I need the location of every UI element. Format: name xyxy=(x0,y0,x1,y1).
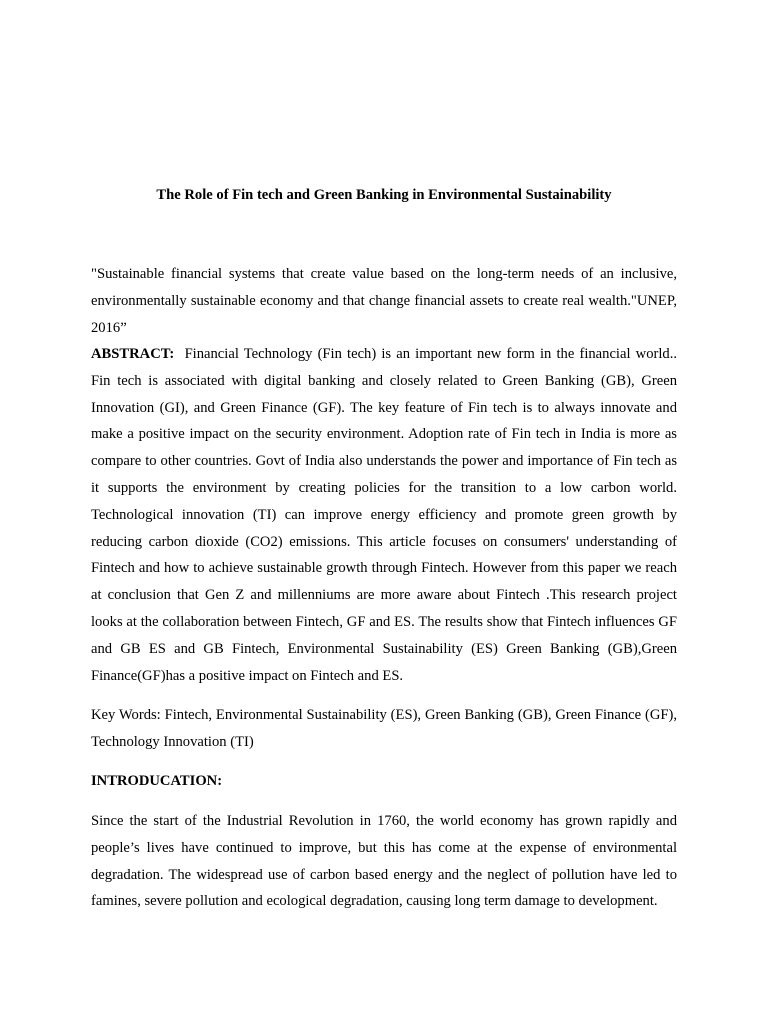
introduction-heading: INTRODUCATION: xyxy=(91,773,223,789)
abstract-text: Financial Technology (Fin tech) is an important new form in the financial world.. Fin tech is associated with digital banking and closely related to Green Banking (GB), Green Innovation (GI), and Green Finance (GF). The key feature of Fin tech is to always innovate and make a positive impact on the security environment. Adoption rate of Fin tech in India is more as compare to other countries. Govt of India also understands the power and importance of Fin tech as it supports the environment by creating policies for the transition to a low carbon world. Technological innovation (TI) can improve energy efficiency and promote green growth by reducing carbon dioxide (CO2) emissions. This article focuses on consumers' understanding of Fintech and how to achieve sustainable growth through Fintech. However from this paper we reach at conclusion that Gen Z and millenniums are more aware about Fintech .This research project looks at the collaboration between Fintech, GF and ES. The results show that Fintech influences GF and GB ES and GB Fintech, Environmental Sustainability (ES) Green Banking (GB),Green Finance(GF)has a positive impact on Fintech and ES. xyxy=(91,346,678,684)
introduction-paragraph: Since the start of the Industrial Revolution in 1760, the world economy has grown rapidly and people’s lives have continued to improve, but this has come at the expense of environmental degradation. The widespread use of carbon based energy and the neglect of pollution have led to famines, severe pollution and ecological degradation, causing long term damage to development. xyxy=(91,813,677,910)
paper-title: The Role of Fin tech and Green Banking in Environmental Sustainability xyxy=(156,187,612,203)
keywords-paragraph: Key Words: Fintech, Environmental Sustainability (ES), Green Banking (GB), Green Finance (GF), Technology Innovation (TI) xyxy=(91,707,677,750)
abstract-label: ABSTRACT: xyxy=(91,346,175,362)
epigraph-quote: "Sustainable financial systems that create value based on the long-term needs of an inclusive, environmentally sustainable economy and that change financial assets to create real wealth."UNEP, 2016” xyxy=(91,266,677,336)
abstract-paragraph xyxy=(91,341,677,689)
